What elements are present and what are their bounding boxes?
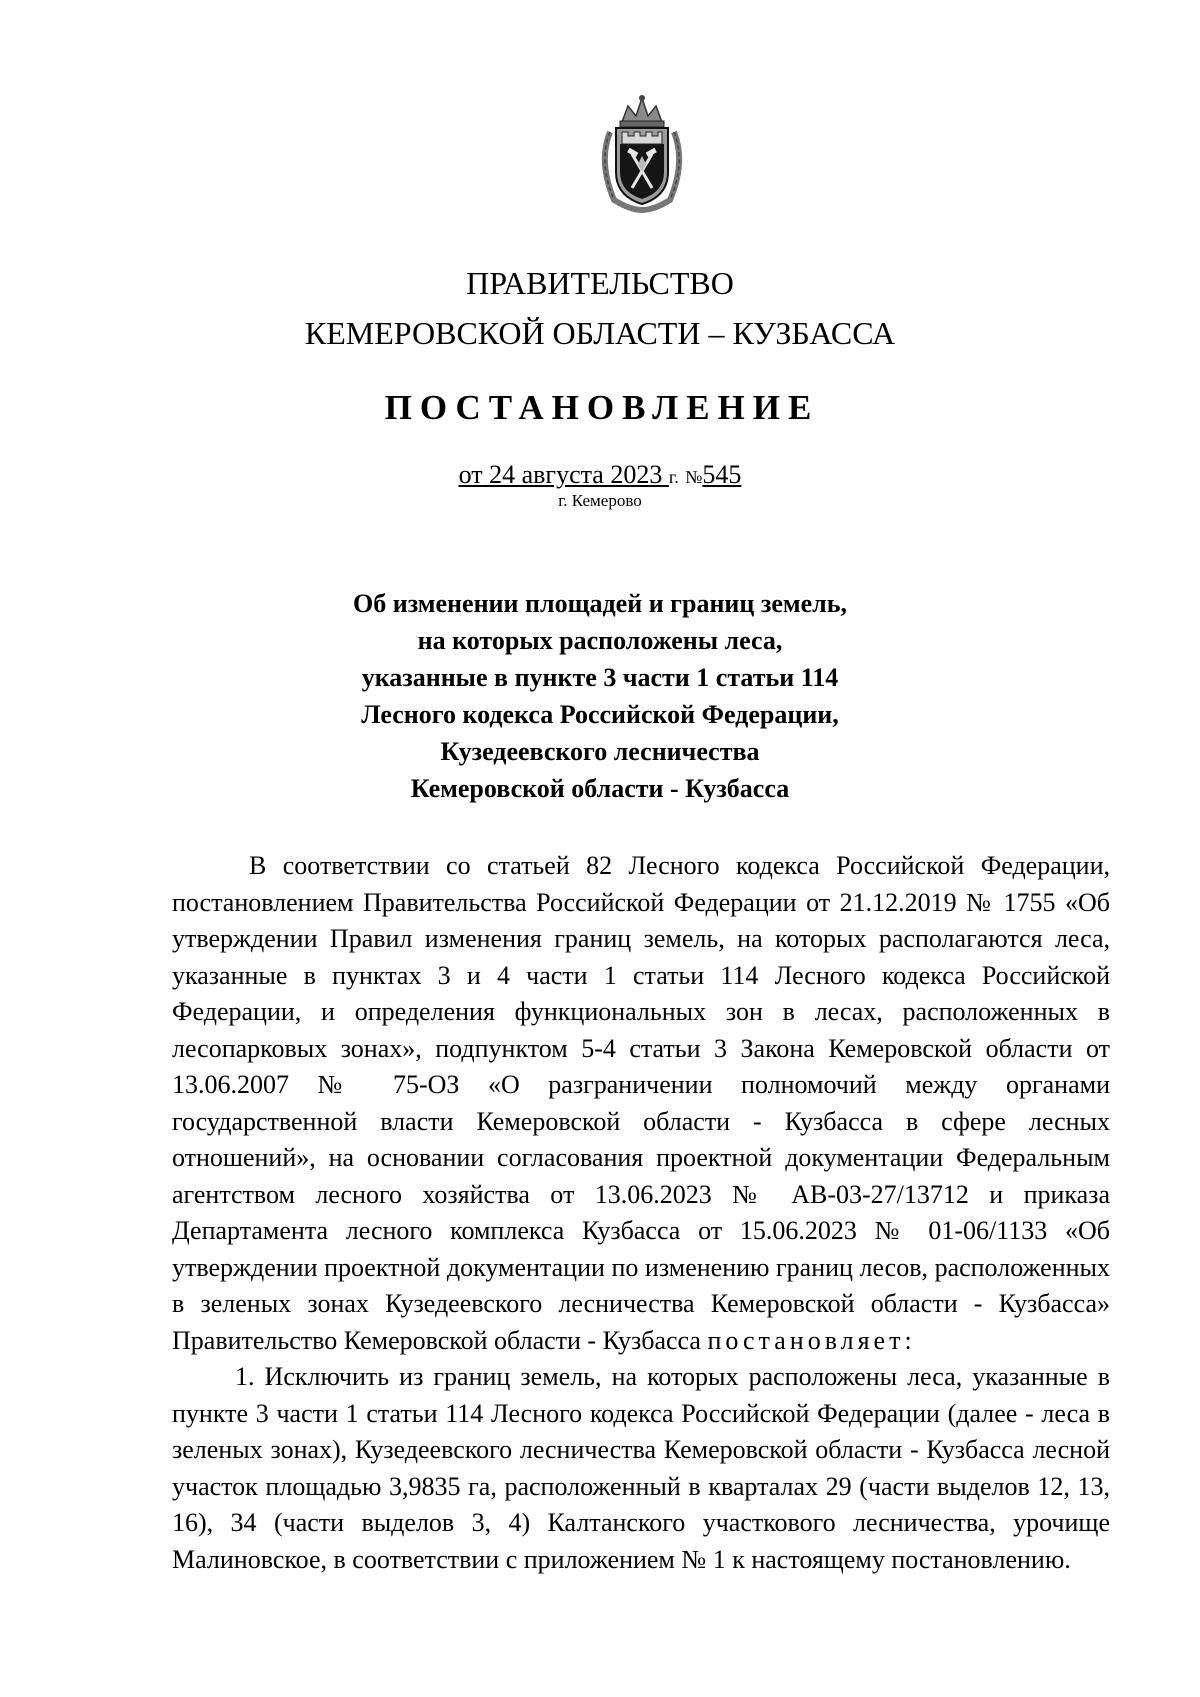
preamble-text: В соответствии со статьей 82 Лесного кодекса Российской Федерации, постановлением Правительства Российской Федерации от 21.12.2019 № 1755 «Об утверждении Правил изменения границ земель, на которых располагаются леса, указанные в пунктах 3 и 4 части 1 статьи 114 Лесного кодекса Российской Федерации, и определения функциональных зон в лесах, расположенных в лесопарковых зонах», подпунктом 5-4 статьи 3 Закона Кемеровской области от 13.06.2007 № 75-ОЗ «О разграничении полномочий между органами государственной власти Кемеровской области - Кузбасса в сфере лесных отношений», на основании согласования проектной документации Федеральным агентством лесного хозяйства от 13.06.2023 № АВ-03-27/13712 и приказа Департамента лесного комплекса Кузбасса от 15.06.2023 № 01-06/1133 «Об утверждении проектной документации по изменению границ лесов, расположенных в зеленых зонах Кузедеевского лесничества Кемеровской области - Кузбасса» Правительство Кемеровской области - Кузбасса	[172, 851, 1110, 1355]
title-line: Лесного кодекса Российской Федерации,	[361, 700, 839, 729]
year-suffix: г.	[668, 467, 679, 487]
title-line: Об изменении площадей и границ земель,	[353, 589, 847, 618]
document-body	[172, 848, 1110, 1578]
city-line: г. Кемерово	[558, 491, 642, 510]
date-prefix: от	[458, 460, 483, 489]
government-name-line2: КЕМЕРОВСКОЙ ОБЛАСТИ – КУЗБАССА	[304, 315, 896, 351]
title-line: Кузедеевского лесничества	[440, 737, 760, 766]
title-line: на которых расположены леса,	[417, 626, 783, 655]
coat-of-arms-icon	[592, 92, 692, 214]
title-line: Кемеровской области - Кузбасса	[410, 774, 790, 803]
resolves-word: постановляет:	[707, 1325, 916, 1355]
document-number: 545	[702, 460, 742, 489]
date-number-line	[0, 458, 1200, 494]
document-title	[0, 585, 1200, 807]
number-sign: №	[685, 467, 703, 487]
resolution-item-1: 1. Исключить из границ земель, на которых расположены леса, указанные в пункте 3 части 1 статьи 114 Лесного кодекса Российской Федерации (далее - леса в зеленых зонах), Кузедеевского лесничества Кемеровской области - Кузбасса лесной участок площадью 3,9835 га, расположенный в кварталах 29 (части выделов 12, 13, 16), 34 (части выделов 3, 4) Калтанского участкового лесничества, урочище Малиновское, в соответствии с приложением № 1 к настоящему постановлению.	[172, 1362, 1110, 1574]
document-date: 24 августа 2023	[489, 460, 663, 489]
preamble-paragraph	[172, 848, 1110, 1359]
government-name-line1: ПРАВИТЕЛЬСТВО	[466, 265, 734, 301]
title-line: указанные в пункте 3 части 1 статьи 114	[361, 663, 839, 692]
document-type-heading: ПОСТАНОВЛЕНИЕ	[384, 388, 820, 427]
